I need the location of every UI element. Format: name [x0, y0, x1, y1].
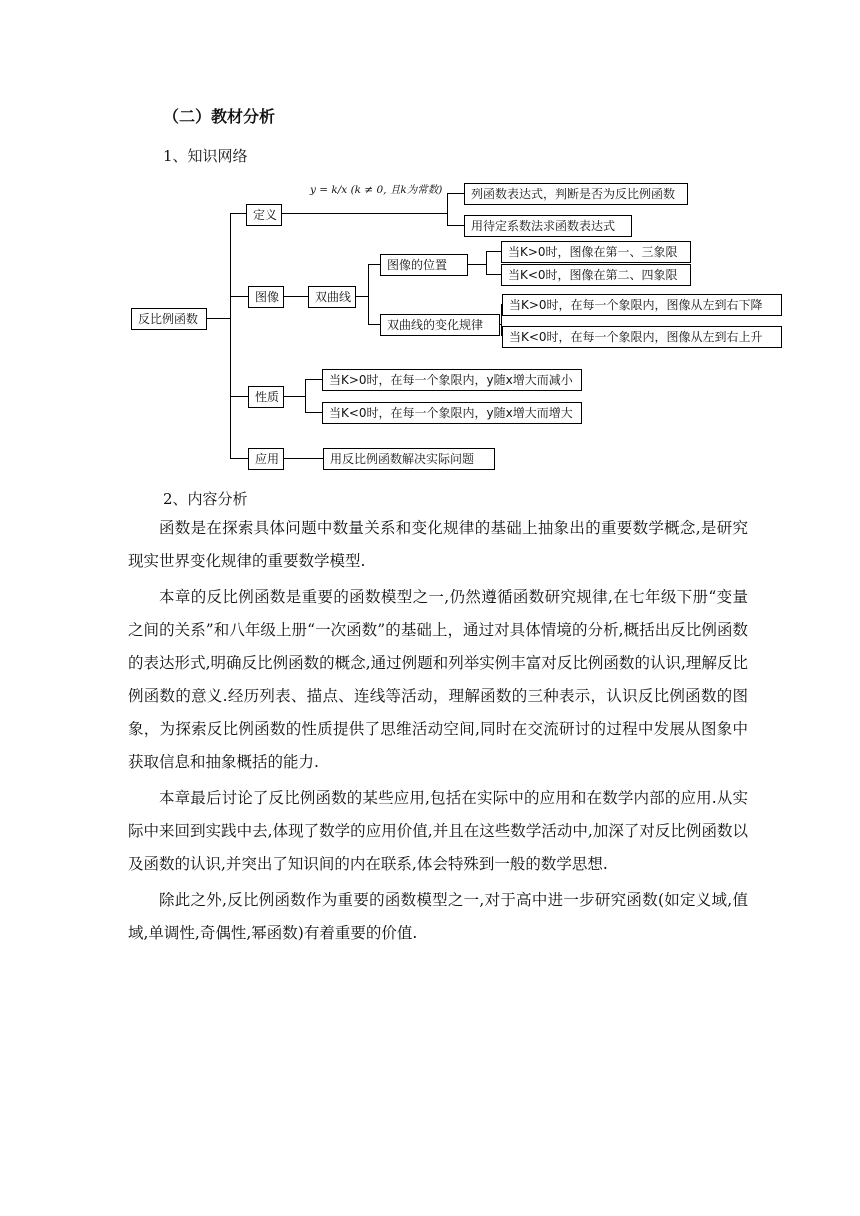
paragraph: 本章的反比例函数是重要的函数模型之一,仍然遵循函数研究规律,在七年级下册“变量之间的关系”和八年级上册“一次函数”的基础上，通过对具体情境的分析,概括出反比例函数的表达形式,明确反比例函数的概念,通过例题和列举实例丰富对反比例函数的认识,理解反比例函数的意义.经历列表、描点、连线等活动，理解函数的三种表示，认识反比例函数的图象，为探索反比例函数的性质提供了思维活动空间,同时在交流研讨的过程中发展从图象中获取信息和抽象概括的能力. [128, 588, 748, 771]
node-definition-item: 用待定系数法求函数表达式 [464, 215, 632, 237]
heading-content-analysis: 2、内容分析 [163, 490, 248, 508]
node-definition: 定义 [246, 204, 282, 226]
connector [486, 274, 501, 275]
node-change-item: 当K<0时，在每一个象限内，图像从左到右上升 [502, 326, 782, 348]
heading-knowledge-network: 1、知识网络 [163, 147, 248, 165]
node-position-item: 当K<0时，图像在第二、四象限 [501, 264, 691, 286]
section-title: （二）教材分析 [163, 107, 276, 126]
node-hyperbola: 双曲线 [308, 286, 356, 308]
connector [486, 251, 501, 252]
connector [368, 264, 369, 324]
node-change: 双曲线的变化规律 [380, 314, 500, 336]
connector [283, 296, 308, 297]
paragraph: 函数是在探索具体问题中数量关系和变化规律的基础上抽象出的重要数学概念,是研究现实世界变化规律的重要数学模型. [128, 519, 748, 570]
connector [283, 458, 323, 459]
connector [230, 396, 248, 397]
connector [230, 296, 248, 297]
node-property-item: 当K>0时，在每一个象限内，y随x增大而减小 [322, 369, 582, 391]
connector [447, 193, 448, 225]
connector [486, 251, 487, 274]
connector [447, 225, 464, 226]
paragraph: 除此之外,反比例函数作为重要的函数模型之一,对于高中进一步研究函数(如定义域,值域,单调性,奇偶性,幂函数)有着重要的价值. [128, 891, 748, 942]
connector [356, 296, 368, 297]
connector [305, 412, 322, 413]
node-position-item: 当K>0时，图像在第一、三象限 [501, 241, 691, 263]
content-analysis-body [128, 512, 748, 950]
connector [305, 379, 306, 412]
node-definition-item: 列函数表达式，判断是否为反比例函数 [464, 183, 688, 205]
node-root: 反比例函数 [131, 308, 207, 330]
connector [447, 193, 464, 194]
node-property-item: 当K<0时，在每一个象限内，y随x增大而增大 [322, 402, 582, 424]
connector [230, 213, 231, 458]
formula-label: y = k/x (k ≠ 0, 且k为常数) [310, 184, 443, 196]
node-property: 性质 [248, 386, 284, 408]
connector [283, 396, 305, 397]
connector [305, 379, 322, 380]
connector [282, 213, 447, 214]
node-change-item: 当K>0时，在每一个象限内，图像从左到右下降 [502, 294, 782, 316]
node-application-item: 用反比例函数解决实际问题 [323, 448, 495, 470]
connector [206, 318, 230, 319]
knowledge-network-diagram [0, 176, 860, 476]
node-position: 图像的位置 [380, 254, 468, 276]
node-application: 应用 [248, 448, 284, 470]
connector [368, 264, 380, 265]
connector [230, 458, 248, 459]
node-image: 图像 [248, 286, 284, 308]
connector [230, 213, 246, 214]
connector [468, 264, 486, 265]
paragraph: 本章最后讨论了反比例函数的某些应用,包括在实际中的应用和在数学内部的应用.从实际中来回到实践中去,体现了数学的应用价值,并且在这些数学活动中,加深了对反比例函数以及函数的认识,并突出了知识间的内在联系,体会特殊到一般的数学思想. [128, 789, 748, 873]
connector [368, 324, 380, 325]
